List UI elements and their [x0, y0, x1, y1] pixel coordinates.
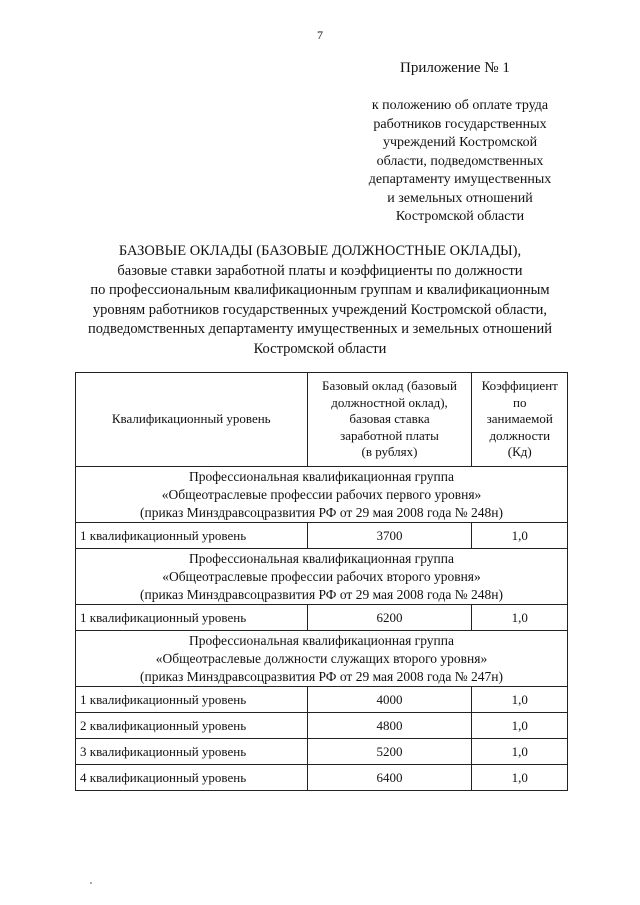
table-row [76, 739, 568, 765]
table-row [76, 713, 568, 739]
coefficient-cell: 1,0 [472, 713, 568, 739]
coefficient-cell: 1,0 [472, 687, 568, 713]
header-coefficient [472, 373, 568, 467]
appendix-subtitle-line: Костромской области [395, 209, 525, 224]
group-line: (приказ Минздравсоцразвития РФ от 29 мая 2008 года № 247н) [139, 668, 503, 684]
group-line: (приказ Минздравсоцразвития РФ от 29 мая 2008 года № 248н) [139, 504, 503, 520]
header-salary-line: Базовый оклад (базовый [322, 378, 457, 394]
salary-cell: 6400 [307, 765, 472, 791]
group-line: Профессиональная квалификационная группа [189, 632, 454, 648]
header-salary-line: базовая ставка [349, 411, 430, 427]
appendix-subtitle-line: учреждений Костромской [382, 135, 538, 150]
header-coef-line: занимаемой [486, 411, 553, 427]
header-level: Квалификационный уровень [76, 373, 308, 467]
group-line: «Общеотраслевые профессии рабочих первого уровня» [161, 486, 482, 502]
appendix-subtitle-line: области, подведомственных [376, 153, 544, 169]
group-title [76, 467, 568, 523]
table-row [76, 605, 568, 631]
header-salary-line: должностной оклад), [331, 394, 448, 410]
page-number: 7 [317, 28, 323, 42]
heading-line: уровням работников государственных учреждений Костромской области, [92, 301, 548, 318]
appendix-subtitle-line: и земельных отношений [387, 190, 533, 206]
group-line: Профессиональная квалификационная группа [189, 468, 454, 484]
coefficient-cell: 1,0 [472, 739, 568, 765]
header-coef-line: Коэффициент [481, 378, 558, 394]
scan-speck [90, 882, 92, 884]
header-salary-line: заработной платы [340, 427, 439, 443]
coefficient-cell: 1,0 [472, 523, 568, 549]
salary-cell: 6200 [307, 605, 472, 631]
header-coef-line: (Кд) [507, 444, 532, 460]
salary-cell: 4000 [307, 687, 472, 713]
header-coef-line: должности [489, 427, 551, 443]
table-row [76, 765, 568, 791]
group-title [76, 631, 568, 687]
group-header-row [76, 467, 568, 523]
level-cell: 4 квалификационный уровень [76, 765, 308, 791]
heading-line: по профессиональным квалификационным группам и квалификационным [90, 282, 550, 298]
group-header-row [76, 631, 568, 687]
table-row [76, 687, 568, 713]
salary-cell: 4800 [307, 713, 472, 739]
group-header-row [76, 549, 568, 605]
appendix-subtitle-line: департаменту имущественных [368, 172, 552, 187]
table-header-row [76, 373, 568, 467]
heading-line: БАЗОВЫЕ ОКЛАДЫ (БАЗОВЫЕ ДОЛЖНОСТНЫЕ ОКЛАДЫ), [118, 243, 522, 259]
heading-line: подведомственных департаменту имущественных и земельных отношений [88, 321, 552, 337]
level-cell: 2 квалификационный уровень [76, 713, 308, 739]
group-line: «Общеотраслевые профессии рабочих второго уровня» [162, 568, 481, 584]
coefficient-cell: 1,0 [472, 605, 568, 631]
table-row [76, 523, 568, 549]
salary-cell: 5200 [307, 739, 472, 765]
group-title [76, 549, 568, 605]
appendix-subtitle-line: к положению об оплате труда [371, 98, 549, 113]
level-cell: 3 квалификационный уровень [76, 739, 308, 765]
appendix-subtitle [330, 97, 590, 227]
header-coef-line: по [513, 394, 527, 410]
heading-line: Костромской области [253, 340, 387, 357]
document-heading [0, 242, 640, 359]
group-line: (приказ Минздравсоцразвития РФ от 29 мая 2008 года № 248н) [139, 586, 503, 602]
coefficient-cell: 1,0 [472, 765, 568, 791]
appendix-subtitle-line: работников государственных [373, 116, 547, 132]
salary-table [75, 372, 568, 791]
group-line: «Общеотраслевые должности служащих второго уровня» [155, 650, 488, 666]
appendix-title: Приложение № 1 [400, 60, 510, 76]
group-line: Профессиональная квалификационная группа [189, 550, 454, 566]
header-salary [307, 373, 472, 467]
header-salary-line: (в рублях) [361, 444, 418, 460]
level-cell: 1 квалификационный уровень [76, 687, 308, 713]
heading-line: базовые ставки заработной платы и коэффициенты по должности [117, 262, 523, 279]
salary-cell: 3700 [307, 523, 472, 549]
level-cell: 1 квалификационный уровень [76, 523, 308, 549]
level-cell: 1 квалификационный уровень [76, 605, 308, 631]
